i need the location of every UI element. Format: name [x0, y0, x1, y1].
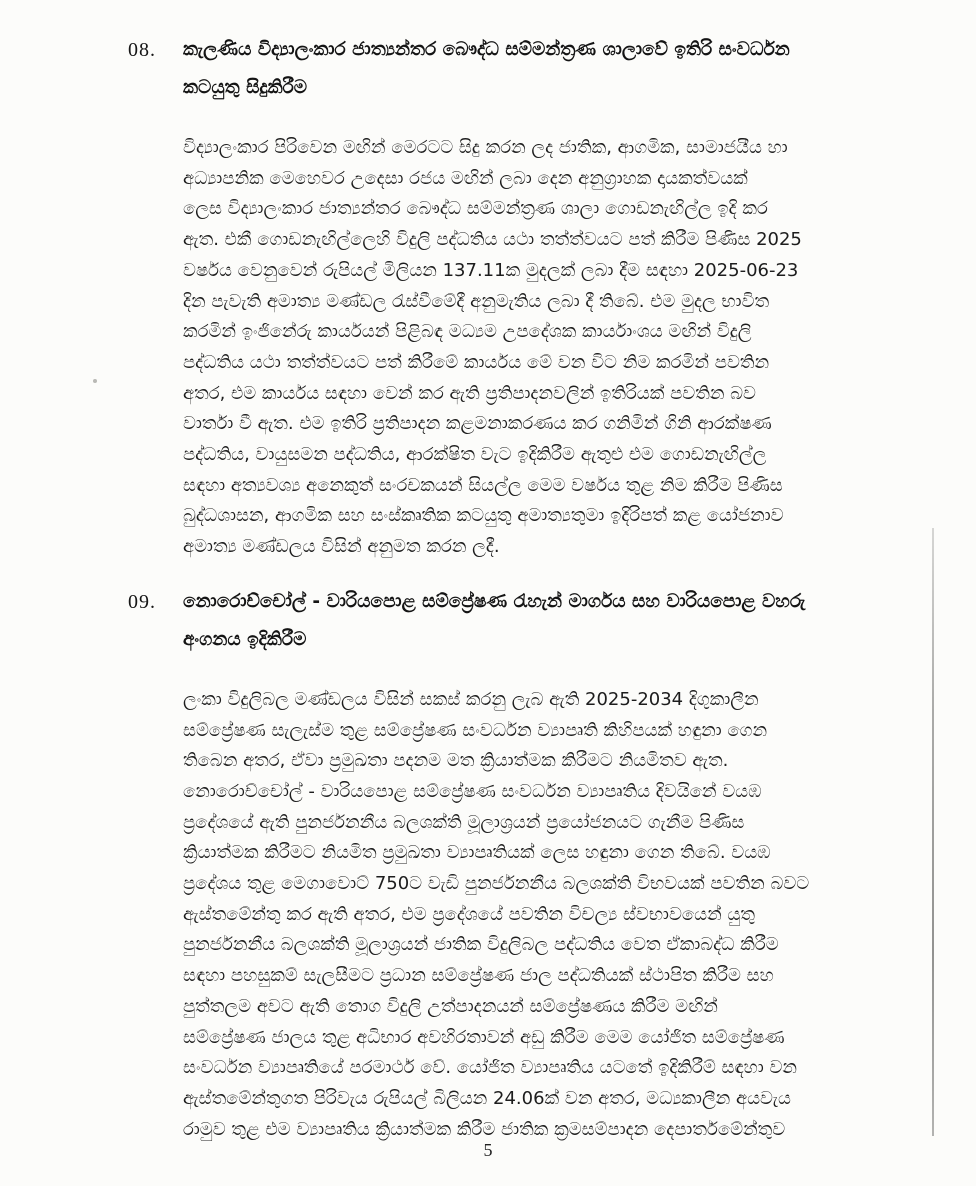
paragraph-line: පුනර්ජනනීය බලශක්ති මූලාශ්‍රයන් ජාතික විදුලිබල පද්ධතිය වෙත ඒකාබද්ධ කිරීම — [183, 934, 779, 956]
scan-artifact-smudge — [93, 379, 97, 383]
section-heading-line: අංගනය ඉදිකිරීම — [183, 628, 307, 650]
paragraph-line: අධ්‍යාපනික මෙහෙවර උදෙසා රජය මඟින් ලබා දෙන අනුග්‍රාහක දායකත්වයක් — [183, 167, 748, 189]
paragraph-line: ප්‍රදේශයේ ඇති පුනර්ජනනීය බලශක්ති මූලාශ්‍රයන් ප්‍රයෝජනයට ගැනීම පිණිස — [183, 811, 745, 833]
paragraph-line: කරමින් ඉංජිනේරු කාර්යයන් පිළිබඳ මධ්‍යම උපදේශක කාර්යාංශය මඟින් විදුලි — [183, 321, 752, 343]
section-08-paragraph — [183, 133, 907, 563]
paragraph-line: සංවර්ධන ව්‍යාපෘතියේ පරමාර්ථ වේ. යෝජිත ව්‍යාපෘතිය යටතේ ඉදිකිරීම් සඳහා වන — [183, 1057, 798, 1079]
paragraph-line: විද්‍යාලංකාර පිරිවෙන මඟින් මෙරටට සිදු කරන ලද ජාතික, ආගමික, සාමාජයීය හා — [183, 137, 788, 158]
paragraph-line: ප්‍රදේශය තුළ මෙගාවොට් 750ට වැඩි පුනර්ජනනීය බලශක්ති විභවයක් පවතින බවට — [183, 873, 810, 895]
paragraph-line: පුත්තලම අවට ඇති තොග විදුලි උත්පාදනයන් සම්ප්‍රේෂණය කිරීම මඟින් — [183, 995, 718, 1017]
section-number: 08. — [128, 39, 156, 61]
paragraph-line: සම්ප්‍රේෂණ ජාලය තුළ අධිභාර අවහිරතාවන් අඩු කිරීම මෙම යෝජිත සම්ප්‍රේෂණ — [183, 1026, 785, 1048]
paragraph-line: රාමුව තුළ එම ව්‍යාපෘතිය ක්‍රියාත්මක කිරීම ජාතික ක්‍රමසම්පාදන දෙපාර්තමේන්තුව — [183, 1118, 786, 1140]
section-number: 09. — [128, 590, 156, 613]
page-number: 5 — [483, 1140, 493, 1160]
section-heading — [183, 31, 898, 107]
paragraph-line: පද්ධතිය යථා තත්ත්වයට පත් කිරීමේ කාර්යය මේ වන විට නිම කරමින් පවතින — [183, 351, 770, 373]
section-08 — [0, 0, 976, 107]
scan-artifact-vertical-line — [932, 528, 934, 1136]
paragraph-line: ඇත. එකී ගොඩනැඟිල්ලෙහි විදුලි පද්ධතිය යථා තත්ත්වයට පත් කිරීම පිණිස 2025 — [183, 229, 802, 251]
paragraph-line: වාර්තා වී ඇත. එම ඉතිරි ප්‍රතිපාදන කළමනාකරණය කර ගනිමින් ගිනි ආරක්ෂණ — [183, 413, 772, 435]
paragraph-line: පද්ධතිය, වායුසමන පද්ධතිය, ආරක්ෂිත වැට ඉදිකිරීම ඇතුළු එම ගොඩනැඟිල්ල — [183, 444, 767, 466]
paragraph-line: සම්ප්‍රේෂණ සැලැස්ම තුළ සම්ප්‍රේෂණ සංවර්ධන ව්‍යාපෘති කිහිපයක් හඳුනා ගෙන — [183, 719, 768, 741]
paragraph-line: ලෙස විද්‍යාලංකාර ජාත්‍යන්තර බෞද්ධ සම්මන්ත්‍රණ ශාලා ගොඩනැඟිල්ල ඉදි කර — [183, 198, 768, 220]
section-09 — [0, 583, 976, 659]
paragraph-line: සඳහා පහසුකම් සැලසීමට ප්‍රධාන සම්ප්‍රේෂණ ජාල පද්ධතියක් ස්ථාපිත කිරීම සහ — [183, 965, 774, 987]
paragraph-line: තිබෙන අතර, ඒවා ප්‍රමුඛතා පදනම මත ක්‍රියාත්මක කිරීමට නියමිතව ඇත. — [183, 750, 729, 772]
page-footer — [0, 1140, 976, 1161]
section-heading-line: කටයුතු සිදුකිරීම — [183, 77, 308, 98]
paragraph-line: ඇස්තමේන්තුගත පිරිවැය රුපියල් බිලියන 24.06ක් වන අතර, මධ්‍යකාලීන අයවැය — [183, 1087, 791, 1109]
section-heading-line: කැලණිය විද්‍යාලංකාර ජාත්‍යන්තර බෞද්ධ සම්මන්ත්‍රණ ශාලාවේ ඉතිරි සංවර්ධන — [183, 39, 790, 60]
paragraph-line: බුද්ධශාසන, ආගමික සහ සංස්කෘතික කටයුතු අමාත්‍යතුමා ඉදිරිපත් කළ යෝජනාව — [183, 505, 784, 527]
paragraph-line: දින පැවැති අමාත්‍ය මණ්ඩල රැස්වීමේදී අනුමැතිය ලබා දී තිබේ. එම මුදල භාවිත — [183, 290, 770, 312]
paragraph-line: නොරොච්චෝල් - වාරියපොළ සම්ප්‍රේෂණ සංවර්ධන ව්‍යාපෘතිය දිවයිනේ වයඹ — [183, 780, 762, 802]
section-09-paragraph — [183, 685, 907, 1146]
paragraph-line: සඳහා අත්‍යවශ්‍ය අනෙකුත් සංරචකයන් සියල්ල මෙම වර්ෂය තුළ නිම කිරීම පිණිස — [183, 474, 783, 496]
paragraph-line: අමාත්‍ය මණ්ඩලය විසින් අනුමත කරන ලදී. — [183, 536, 500, 558]
paragraph-line: වර්ෂය වෙනුවෙන් රුපියල් මිලියන 137.11ක මුදලක් ලබා දීම සඳහා 2025-06-23 — [183, 259, 799, 281]
paragraph-line: ක්‍රියාත්මක කිරීමට නියමිත ප්‍රමුඛතා ව්‍යාපෘතියක් ලෙස හඳුනා ගෙන තිබේ. වයඹ — [183, 842, 771, 864]
section-heading-line: නොරොච්චෝල් - වාරියපොළ සම්ප්‍රේෂණ රැහැන් මාර්ගය සහ වාරියපොළ වහරු — [183, 590, 806, 612]
paragraph-line: අතර, එම කාර්යය සඳහා වෙන් කර ඇති ප්‍රතිපාදනවලින් ඉතිරියක් පවතින බව — [183, 382, 756, 404]
section-heading — [183, 583, 898, 659]
paragraph-line: ලංකා විදුලිබල මණ්ඩලය විසින් සකස් කරනු ලැබ ඇති 2025-2034 දිගුකාලීන — [183, 688, 759, 710]
paragraph-line: ඇස්තමේන්තු කර ඇති අතර, එම ප්‍රදේශයේ පවතින විචල්‍ය ස්වභාවයෙන් යුතු — [183, 903, 755, 925]
